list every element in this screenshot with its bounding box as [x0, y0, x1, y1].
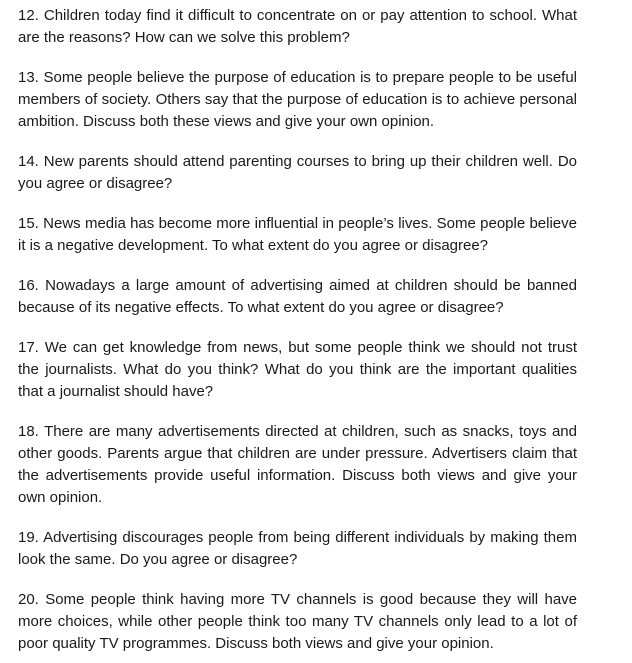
question-number: 14.: [18, 153, 39, 170]
question-number: 15.: [18, 215, 39, 232]
question-item: [18, 67, 577, 133]
question-item: [18, 5, 577, 49]
question-item: [18, 275, 577, 319]
question-text: Some people believe the purpose of education is to prepare people to be useful members of society. Others say that the purpose of education is to achieve personal ambition. Discuss both these views and give your own opinion.: [18, 69, 577, 130]
question-text: New parents should attend parenting courses to bring up their children well. Do you agree or disagree?: [18, 153, 578, 192]
question-number: 18.: [18, 423, 39, 440]
question-text: There are many advertisements directed at children, such as snacks, toys and other goods. Parents argue that children are under pressure. Advertisers claim that the advertisements provide useful information. Discuss both views and give your own opinion.: [18, 423, 577, 506]
question-item: [18, 421, 577, 509]
question-number: 12.: [18, 7, 39, 24]
question-number: 20.: [18, 591, 39, 608]
question-text: Some people think having more TV channels is good because they will have more choices, while other people think too many TV channels only lead to a lot of poor quality TV programmes. Discuss both views and give your opinion.: [18, 591, 577, 652]
question-item: [18, 527, 577, 571]
question-number: 19.: [18, 529, 39, 546]
question-text: Children today find it difficult to concentrate on or pay attention to school. What are the reasons? How can we solve this problem?: [18, 7, 578, 46]
question-number: 16.: [18, 277, 39, 294]
question-item: [18, 151, 577, 195]
question-text: Advertising discourages people from being different individuals by making them look the same. Do you agree or disagree?: [18, 529, 577, 568]
question-item: [18, 589, 577, 655]
question-number: 17.: [18, 339, 39, 356]
question-item: [18, 337, 577, 403]
question-number: 13.: [18, 69, 39, 86]
question-text: Nowadays a large amount of advertising aimed at children should be banned because of its negative effects. To what extent do you agree or disagree?: [18, 277, 577, 316]
question-item: [18, 213, 577, 257]
question-text: News media has become more influential in people’s lives. Some people believe it is a negative development. To what extent do you agree or disagree?: [18, 215, 577, 254]
question-text: We can get knowledge from news, but some people think we should not trust the journalists. What do you think? What do you think are the important qualities that a journalist should have?: [18, 339, 577, 400]
